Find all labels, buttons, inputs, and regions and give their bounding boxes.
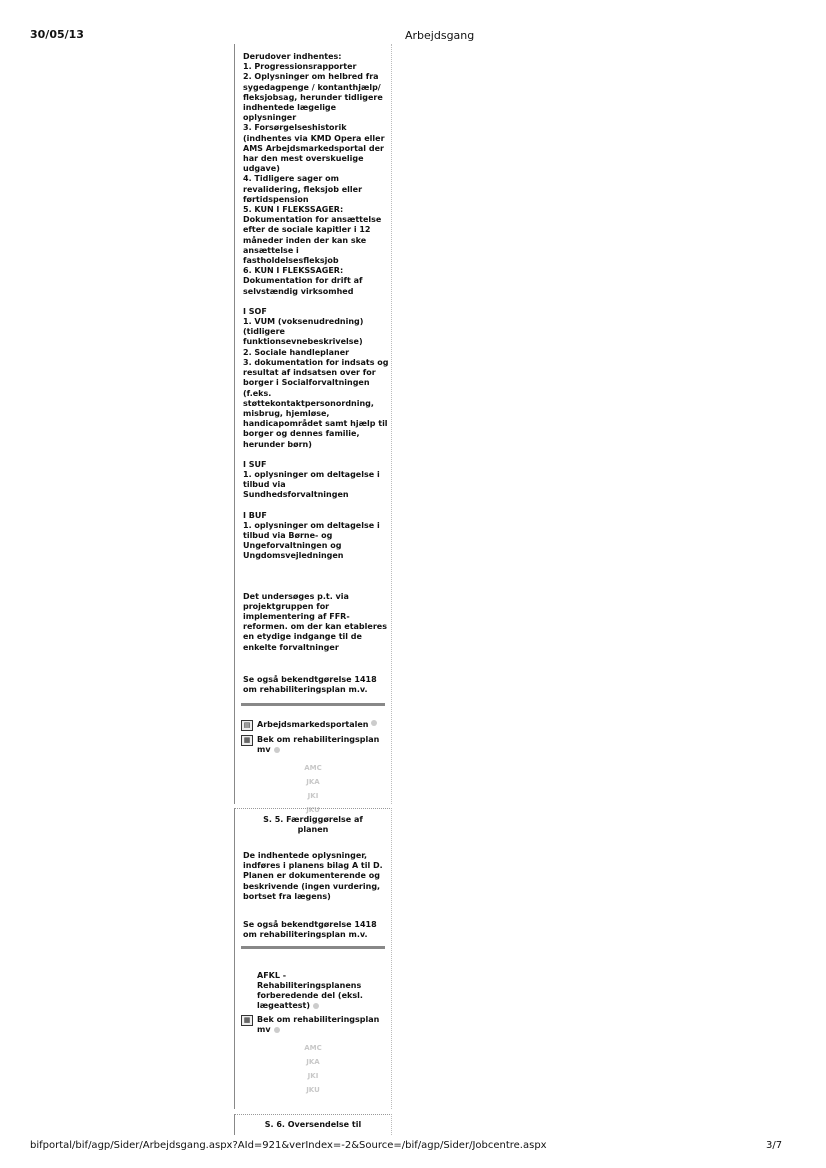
link-label: Bek om rehabiliteringsplan mv xyxy=(257,735,380,755)
ghost-label: JKU xyxy=(306,806,320,815)
portal-icon: ▤ xyxy=(241,720,253,731)
ghost-label: JKI xyxy=(307,792,319,801)
link-afkl[interactable] xyxy=(235,971,391,1011)
ghost-label: JKU xyxy=(306,1086,320,1095)
content-column-1 xyxy=(234,44,392,815)
sof-text: I SOF 1. VUM (voksenudredning) (tidligere funktionsevnebeskrivelse) 2. Sociale handleplaner 3. dokumentation for indsats og resultat af indsatsen over for borger i Socialforvaltningen (f.eks. støttekontaktpersonordning, misbrug, hjemløse, handicapområdet samt hjælp til borger og dennes familie, herunder børn) xyxy=(243,306,389,449)
section-body: De indhentede oplysninger, indføres i planens bilag A til D. Planen er dokumenterende og beskrivende (ingen vurdering, bortset fra lægens) xyxy=(243,851,383,901)
page-title: Arbejdsgang xyxy=(405,29,475,42)
ghost-label: AMC xyxy=(304,1044,322,1053)
blank-icon xyxy=(241,971,253,982)
buf-text: I BUF 1. oplysninger om deltagelse i tilbud via Børne- og Ungeforvaltningen og Ungdomsvejledningen xyxy=(243,510,380,561)
suf-text: I SUF 1. oplysninger om deltagelse i tilbud via Sundhedsforvaltningen xyxy=(243,459,380,500)
content-column-3 xyxy=(234,1114,392,1135)
link-arbejdsmarkedsportalen[interactable] xyxy=(235,720,391,731)
separator xyxy=(241,703,385,706)
link-label: AFKL - Rehabiliteringsplanens forberedende del (eksl. lægeattest) xyxy=(257,971,363,1011)
document-icon: ▦ xyxy=(241,735,253,746)
print-date: 30/05/13 xyxy=(30,28,84,41)
ghost-label: JKI xyxy=(307,1072,319,1081)
info-icon xyxy=(274,747,280,753)
ghost-label: JKA xyxy=(306,1058,320,1067)
see-also-text: Se også bekendtgørelse 1418 om rehabiliteringsplan m.v. xyxy=(243,674,377,694)
link-label: Bek om rehabiliteringsplan mv xyxy=(257,1015,380,1035)
info-icon xyxy=(371,720,377,726)
footer-url: bifportal/bif/agp/Sider/Arbejdsgang.aspx?AId=921&verIndex=-2&Source=/bif/agp/Sider/Jobcentre.aspx xyxy=(30,1140,547,1151)
page-number: 3/7 xyxy=(766,1140,783,1151)
see-also-text: Se også bekendtgørelse 1418 om rehabiliteringsplan m.v. xyxy=(243,920,377,940)
info-icon xyxy=(313,1003,319,1009)
ghost-label: JKA xyxy=(306,778,320,787)
link-label: Arbejdsmarkedsportalen xyxy=(257,720,369,730)
link-bek-rehabiliteringsplan[interactable] xyxy=(235,735,391,755)
document-icon: ▦ xyxy=(241,1015,253,1026)
info-icon xyxy=(274,1027,280,1033)
ghost-label: AMC xyxy=(304,764,322,773)
link-bek-rehabiliteringsplan-2[interactable] xyxy=(235,1015,391,1035)
note-text: Det undersøges p.t. via projektgruppen for implementering af FFR-reformen. om der kan etableres en etydige indgange til de enkelte forvaltninger xyxy=(243,591,387,652)
section-title: S. 6. Oversendelse til xyxy=(264,1120,362,1129)
content-column-2 xyxy=(234,808,392,1109)
section-title: S. 5. Færdiggørelse af planen xyxy=(263,815,363,834)
separator xyxy=(241,946,385,949)
intro-text: Derudover indhentes: 1. Progressionsrapporter 2. Oplysninger om helbred fra sygedagpenge / kontanthjælp/ fleksjobsag, herunder tidligere indhentede lægelige oplysninger 3. Forsørgelseshistorik (indhentes via KMD Opera eller AMS Arbejdsmarkedsportal der har den mest overskuelige udgave) 4. Tidligere sager om revalidering, fleksjob eller førtidspension 5. KUN I FLEKSSAGER: Dokumentation for ansættelse efter de sociale kapitler i 12 måneder inden der kan ske ansættelse i fastholdelsesfleksjob 6. KUN I FLEKSSAGER: Dokumentation for drift af selvstændig virksomhed xyxy=(243,52,385,296)
